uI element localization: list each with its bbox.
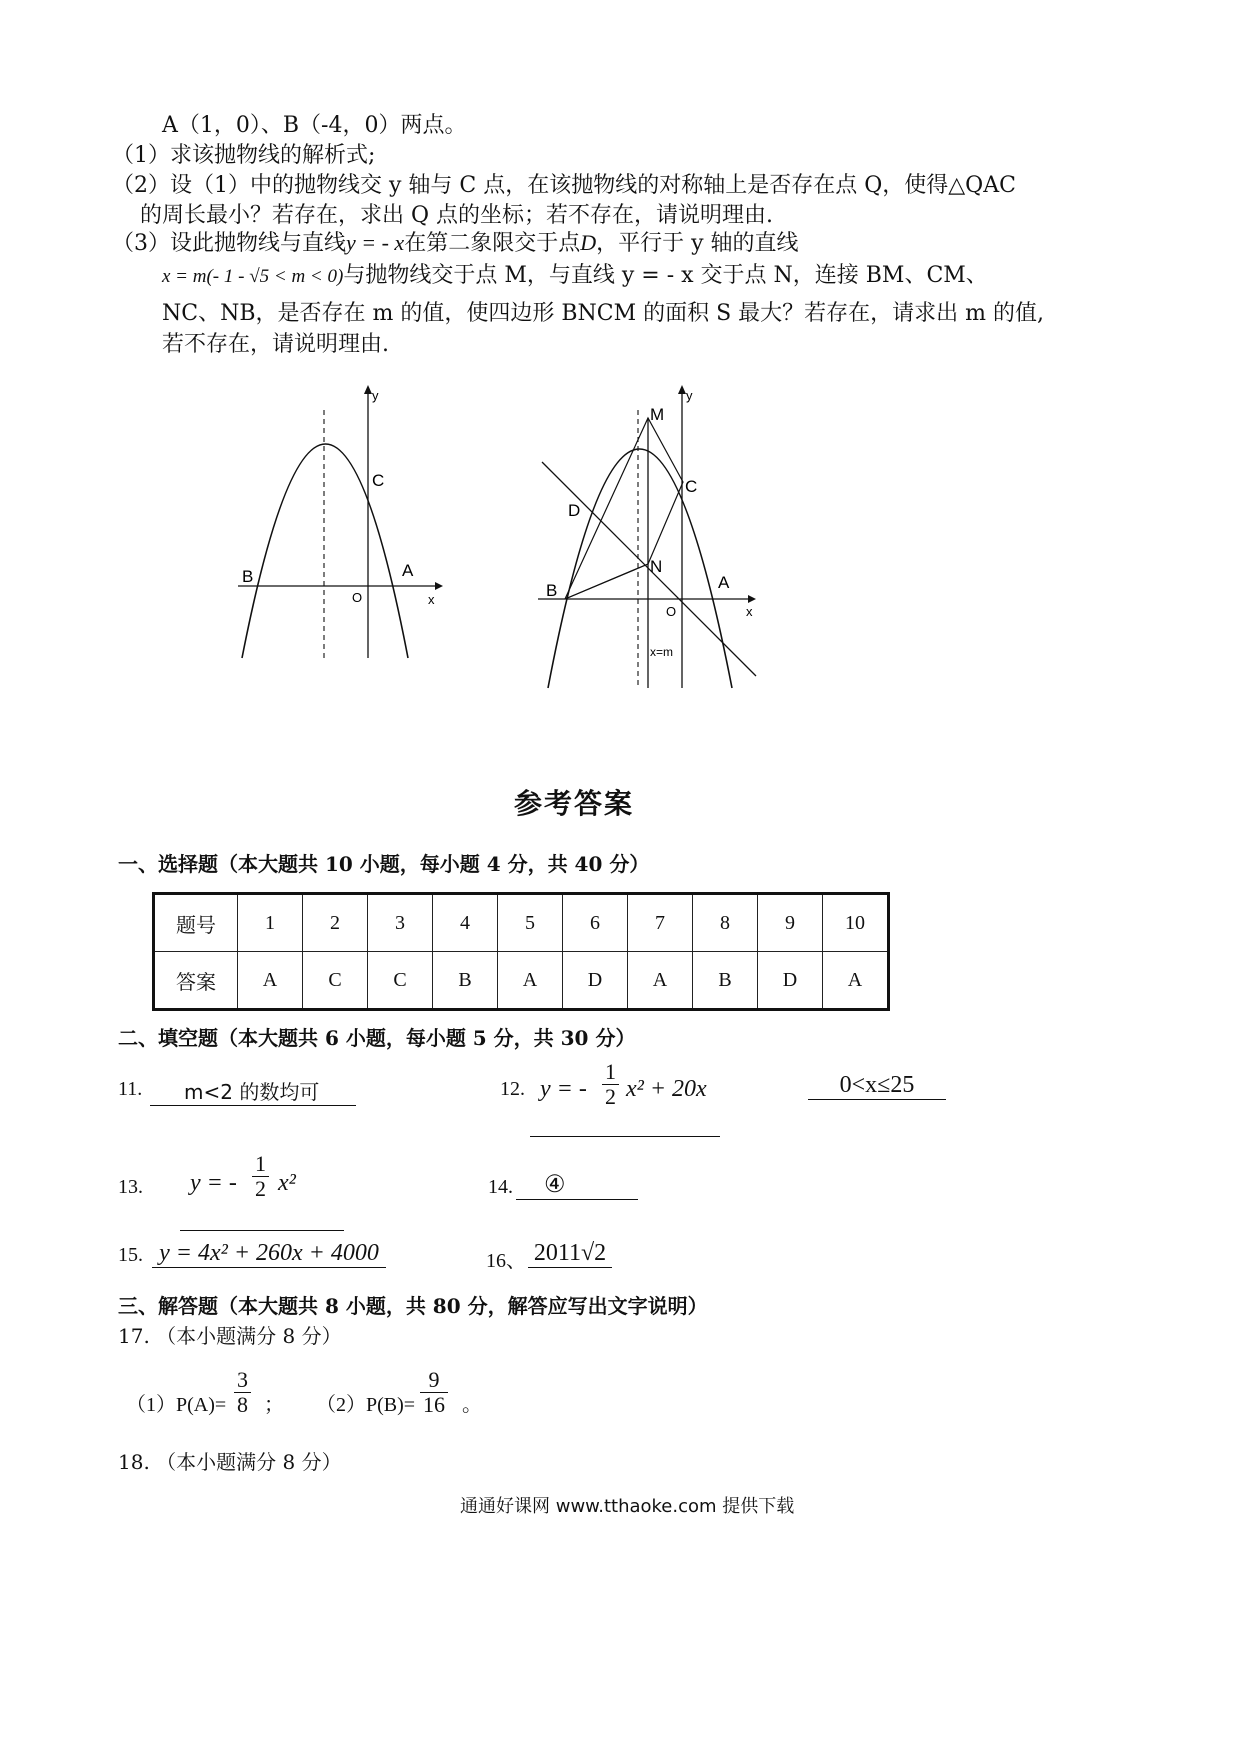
fill-12-answer: y = - $\frac{1}{2}$ x² + 20x [530,1066,720,1137]
question-3-line-4: 若不存在，请说明理由. [162,332,389,357]
table-cell: 4 [433,894,498,952]
fill-16-answer: 2011√2 [528,1240,612,1268]
fill-13-answer: y = - $\frac{1}{2}$ x² [180,1156,344,1231]
fill-14-number: 14. [488,1176,513,1198]
question-2-line-2: 的周长最小？若存在，求出 Q 点的坐标；若不存在，请说明理由. [140,203,774,228]
table-head-number: 题号 [154,894,238,952]
fig2-label-o: O [666,604,677,619]
figure-2-parabola [530,380,860,695]
table-cell: 7 [628,894,693,952]
table-cell: 9 [758,894,823,952]
fig2-label-a: A [718,573,730,592]
section-1-heading: 一、选择题（本大题共 10 小题，每小题 4 分，共 40 分） [118,852,650,876]
fig1-label-a: A [402,561,414,580]
table-cell: B [693,952,758,1010]
fig2-segment-bn [565,564,648,599]
fig1-label-o: O [352,590,363,605]
question-18-heading: 18. （本小题满分 8 分） [118,1450,342,1474]
fig1-label-x: x [428,592,435,607]
section-3-heading: 三、解答题（本大题共 8 小题，共 80 分，解答应写出文字说明） [118,1294,708,1318]
fig1-x-arrow-icon [435,582,443,590]
table-cell: 5 [498,894,563,952]
table-cell: A [628,952,693,1010]
table-cell: A [498,952,563,1010]
table-cell: 6 [563,894,628,952]
table-cell: C [303,952,368,1010]
vertical-line-equation: x = m(- 1 - √5 < m < 0) [162,266,344,287]
table-row-answers [154,952,889,1010]
question-3-line-2: x = m(- 1 - √5 < m < 0)与抛物线交于点 M，与直线 y = - x 交于点 N，连接 BM、CM、 [162,263,988,288]
fig1-y-arrow-icon [364,385,372,394]
table-row-numbers [154,894,889,952]
fig2-label-x: x [746,604,753,619]
section-2-heading: 二、填空题（本大题共 6 小题，每小题 5 分，共 30 分） [118,1026,636,1050]
question-3-line-3: NC、NB，是否存在 m 的值，使四边形 BNCM 的面积 S 最大？若存在，请求出 m 的值, [162,301,1045,326]
table-head-answer: 答案 [154,952,238,1010]
fill-16-number: 16、 [486,1250,526,1272]
question-3-line-1: （3）设此抛物线与直线y = - x在第二象限交于点D，平行于 y 轴的直线 [112,230,799,256]
answers-title: 参考答案 [514,787,635,820]
fig2-label-b: B [546,581,558,600]
fill-11-number: 11. [118,1078,143,1100]
fig2-label-c: C [685,477,698,496]
table-cell: 1 [238,894,303,952]
question-17-heading: 17. （本小题满分 8 分） [118,1324,342,1348]
problem-line-0: A（1，0）、B（-4，0）两点。 [162,113,467,138]
fig2-parabola-curve [548,449,732,688]
fig1-label-b: B [242,567,254,586]
fig2-label-y: y [686,388,693,403]
fig2-label-m: M [650,405,665,424]
table-cell: B [433,952,498,1010]
question-1: （1）求该抛物线的解析式; [112,143,376,168]
fill-12-number: 12. [500,1078,525,1100]
fill-12-range: 0<x≤25 [808,1072,946,1100]
fig2-y-arrow-icon [678,385,686,394]
fig2-x-arrow-icon [748,595,756,603]
fig2-label-n: N [650,557,663,576]
question-17-answer: （1）P(A)= $\frac{3}{8}$ ； （2）P(B)= $\frac{9}{16}$ 。 [126,1367,482,1418]
figure-1-parabola [230,380,450,665]
table-cell: D [758,952,823,1010]
fig1-label-c: C [372,471,385,490]
fill-15-answer: y = 4x² + 260x + 4000 [152,1240,386,1268]
answer-table [152,892,890,1011]
fig1-label-y: y [372,388,379,403]
page-footer: 通通好课网 www.tthaoke.com 提供下载 [460,1496,795,1517]
line-equation: y = - x [346,230,405,255]
table-cell: 10 [823,894,889,952]
question-2-line-1: （2）设（1）中的抛物线交 y 轴与 C 点，在该抛物线的对称轴上是否存在点 Q，使得△QAC [112,173,1016,198]
fill-13-number: 13. [118,1176,143,1198]
fill-14-answer: ④ [516,1170,638,1200]
fig2-quadrilateral-bncm [565,418,683,599]
table-cell: 3 [368,894,433,952]
table-cell: D [563,952,628,1010]
fill-11-answer: m<2 的数均可 [150,1076,356,1106]
table-cell: A [238,952,303,1010]
table-cell: A [823,952,889,1010]
fig2-label-d: D [568,501,581,520]
table-cell: 8 [693,894,758,952]
fill-15-number: 15. [118,1244,143,1266]
table-cell: C [368,952,433,1010]
table-cell: 2 [303,894,368,952]
fig2-label-x-equals-m: x=m [650,645,674,659]
